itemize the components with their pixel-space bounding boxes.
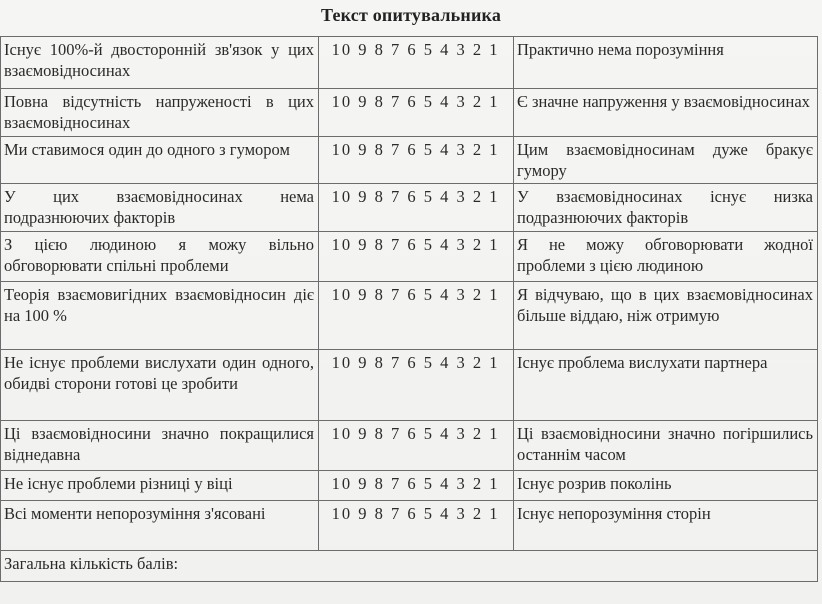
- positive-statement: Не існує проблеми різниці у віці: [1, 471, 319, 501]
- rating-scale: 10 9 8 7 6 5 4 3 2 1: [319, 282, 514, 350]
- positive-statement: Не існує проблеми вислухати один одного, обидві сторони готові це зробити: [1, 350, 319, 421]
- table-row: [1, 137, 818, 184]
- table-row: [1, 471, 818, 501]
- rating-scale: 10 9 8 7 6 5 4 3 2 1: [319, 137, 514, 184]
- rating-scale: 10 9 8 7 6 5 4 3 2 1: [319, 232, 514, 282]
- negative-statement: Практично нема порозуміння: [514, 37, 818, 89]
- rating-scale: 10 9 8 7 6 5 4 3 2 1: [319, 89, 514, 137]
- table-row: [1, 232, 818, 282]
- negative-statement: Ці взаємовідносини значно погіршились останнім часом: [514, 421, 818, 471]
- rating-scale: 10 9 8 7 6 5 4 3 2 1: [319, 421, 514, 471]
- negative-statement: Цим взаємовідносинам дуже бракує гумору: [514, 137, 818, 184]
- positive-statement: У цих взаємовідносинах нема подразнюючих факторів: [1, 184, 319, 232]
- total-row: [1, 551, 818, 582]
- positive-statement: Ми ставимося один до одного з гумором: [1, 137, 319, 184]
- rating-scale: 10 9 8 7 6 5 4 3 2 1: [319, 184, 514, 232]
- table-row: [1, 184, 818, 232]
- table-row: [1, 37, 818, 89]
- total-score-label: Загальна кількість балів:: [1, 551, 818, 582]
- positive-statement: З цією людиною я можу вільно обговорювати спільні проблеми: [1, 232, 319, 282]
- table-row: [1, 350, 818, 421]
- rating-scale: 10 9 8 7 6 5 4 3 2 1: [319, 501, 514, 551]
- page-title: Текст опитувальника: [320, 5, 502, 25]
- positive-statement: Ці взаємовідносини значно покращилися віднедавна: [1, 421, 319, 471]
- table-row: [1, 501, 818, 551]
- rating-scale: 10 9 8 7 6 5 4 3 2 1: [319, 350, 514, 421]
- negative-statement: Існує розрив поколінь: [514, 471, 818, 501]
- rating-scale: 10 9 8 7 6 5 4 3 2 1: [319, 37, 514, 89]
- negative-statement: У взаємовідносинах існує низка подразнюючих факторів: [514, 184, 818, 232]
- table-row: [1, 282, 818, 350]
- negative-statement: Існує непорозуміння сторін: [514, 501, 818, 551]
- positive-statement: Теорія взаємовигідних взаємовідносин діє на 100 %: [1, 282, 319, 350]
- negative-statement: Є значне напруження у взаємовідносинах: [514, 89, 818, 137]
- negative-statement: Я відчуваю, що в цих взаємовідносинах більше віддаю, ніж отримую: [514, 282, 818, 350]
- questionnaire-table: [0, 36, 818, 582]
- negative-statement: Я не можу обговорювати жодної проблеми з цією людиною: [514, 232, 818, 282]
- table-row: [1, 89, 818, 137]
- rating-scale: 10 9 8 7 6 5 4 3 2 1: [319, 471, 514, 501]
- positive-statement: Повна відсутність напруженості в цих взаємовідносинах: [1, 89, 319, 137]
- positive-statement: Існує 100%-й двосторонній зв'язок у цих взаємовідносинах: [1, 37, 319, 89]
- table-row: [1, 421, 818, 471]
- positive-statement: Всі моменти непорозуміння з'ясовані: [1, 501, 319, 551]
- negative-statement: Існує проблема вислухати партнера: [514, 350, 818, 421]
